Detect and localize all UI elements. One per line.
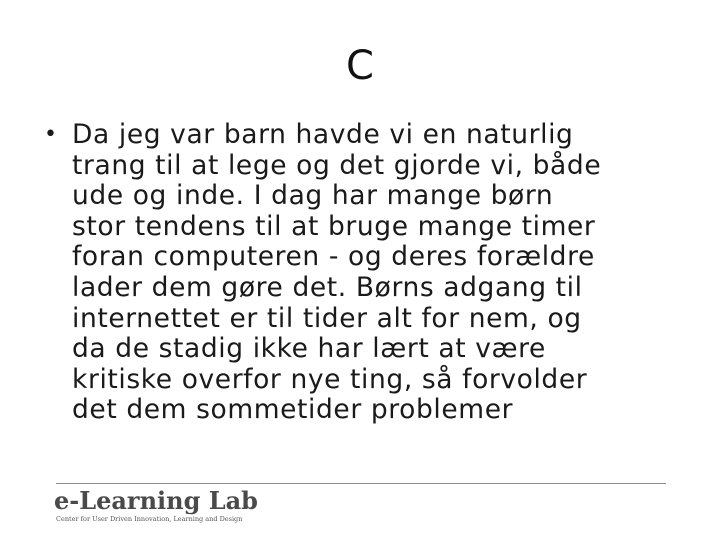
logo-tagline: Center for User Driven Innovation, Learning and Design — [56, 515, 243, 523]
bullet-line: da de stadig ikke har lært at være — [72, 333, 546, 365]
bullet-line: stor tendens til at bruge mange timer — [72, 210, 596, 242]
bullet-icon: • — [44, 122, 58, 147]
bullet-line: ude og inde. I dag har mange børn — [72, 180, 554, 212]
bullet-line: trang til at lege og det gjorde vi, både — [72, 149, 602, 181]
bullet-line: lader dem gøre det. Børns adgang til — [72, 271, 583, 303]
bullet-item — [42, 120, 682, 426]
bullet-line: internettet er til tider alt for nem, og — [72, 302, 582, 334]
logo-text: e-Learning Lab — [54, 486, 258, 515]
bullet-line: det dem sommetider problemer — [72, 394, 514, 426]
footer-divider — [56, 483, 666, 484]
slide-title: C — [346, 43, 374, 89]
e-learning-lab-logo — [54, 486, 258, 526]
bullet-line: kritiske overfor nye ting, så forvolder — [72, 363, 588, 395]
bullet-line: foran computeren - og deres forældre — [72, 241, 595, 273]
bullet-list — [42, 120, 682, 426]
bullet-line: Da jeg var barn havde vi en naturlig — [72, 119, 574, 150]
